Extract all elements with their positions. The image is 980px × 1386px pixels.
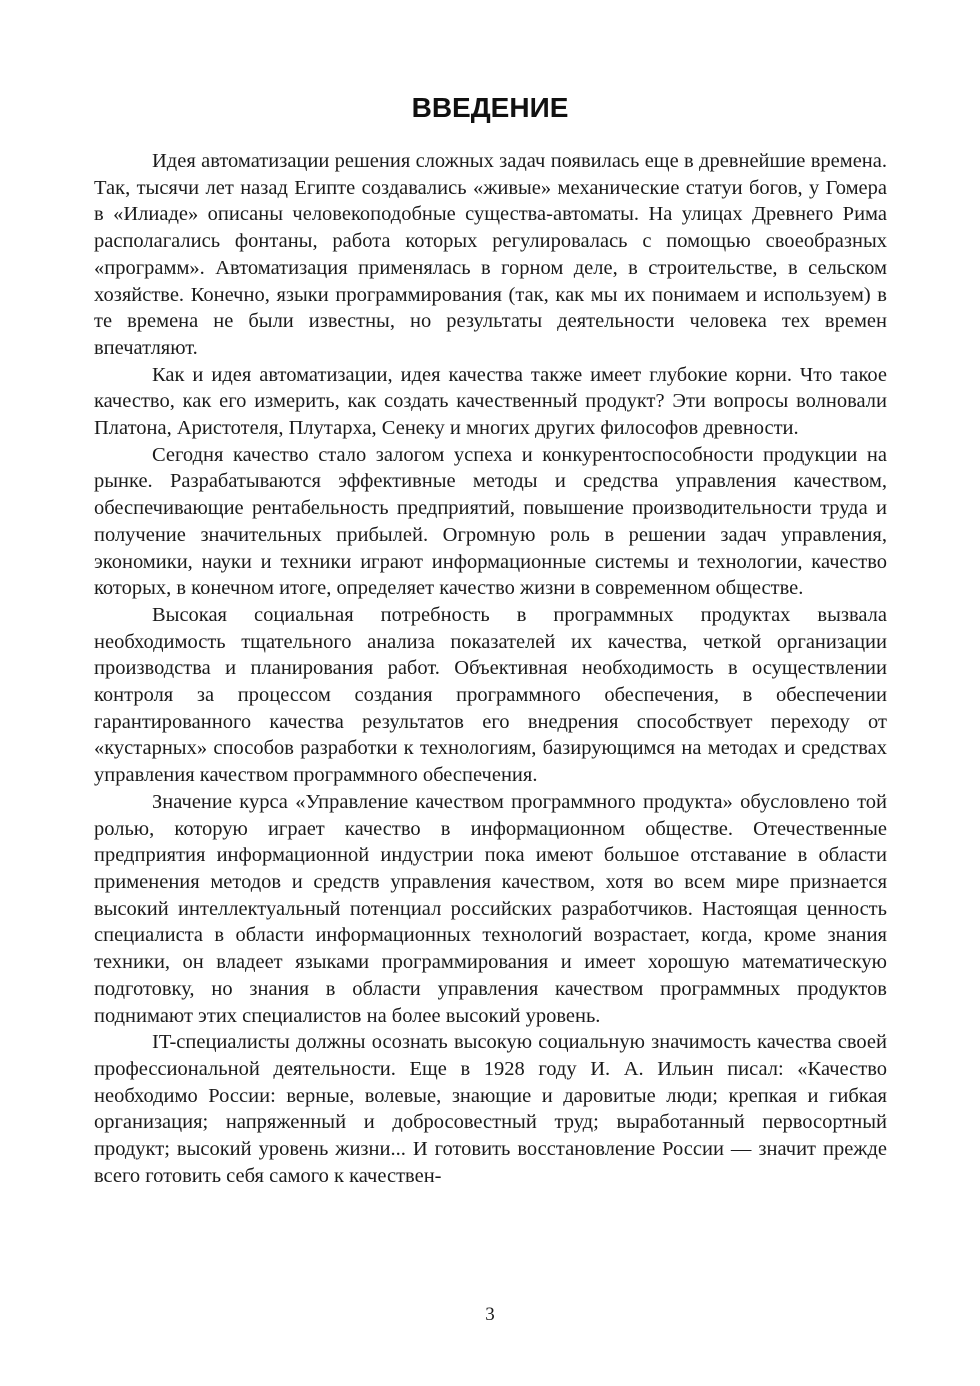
paragraph-3: Сегодня качество стало залогом успеха и конкурентоспособности продукции на рынке. Разрабатываются эффективные методы и средства управления качеством, обеспечивающие рентабельность предприятий, повышение производительности труда и получение значительных прибылей. Огромную роль в решении задач управления, экономики, науки и техники играют информационные системы и технологии, качество которых, в конечном итоге, определяет качество жизни в современном обществе. [94,443,887,600]
paragraph-2: Как и идея автоматизации, идея качества также имеет глубокие корни. Что такое качество, как его измерить, как создать качественный продукт? Эти вопросы волновали Платона, Аристотеля, Плутарха, Сенеку и многих других философов древности. [94,363,887,440]
page-title: ВВЕДЕНИЕ [411,92,569,123]
paragraph-1: Идея автоматизации решения сложных задач появилась еще в древнейшие времена. Так, тысячи лет назад Египте создавались «живые» механические статуи богов, у Гомера в «Илиаде» описаны человекоподобные существа-автоматы. На улицах Древнего Рима располагались фонтаны, работа которых регулировалась с помощью своеобразных «программ». Автоматизация применялась в горном деле, в строительстве, в сельском хозяйстве. Конечно, языки программирования (так, как мы их понимаем и используем) в те времена не были известны, но результаты деятельности человека тех времен впечатляют. [94,150,887,359]
body-text [94,148,887,1189]
paragraph-4: Высокая социальная потребность в программных продуктах вызвала необходимость тщательного анализа показателей их качества, четкой организации производства и планирования работ. Объективная необходимость в осуществлении контроля за процессом создания программного обеспечения, в обеспечении гарантированного качества результатов его внедрения способствует переходу от «кустарных» способов разработки к технологиям, базирующимся на методах и средствах управления качеством программного обеспечения. [94,603,887,787]
paragraph-6: IT-специалисты должны осознать высокую социальную значимость качества своей профессиональной деятельности. Еще в 1928 году И. А. Ильин писал: «Качество необходимо России: верные, волевые, знающие и даровитые люди; крепкая и гибкая организация; напряженный и добросовестный труд; выработанный первосортный продукт; высокий уровень жизни... И готовить восстановление России — значит прежде всего готовить себя самого к качествен- [94,1031,887,1187]
paragraph-5: Значение курса «Управление качеством программного продукта» обусловлено той ролью, которую играет качество в информационном обществе. Отечественные предприятия информационной индустрии пока имеют большое отставание в области применения методов и средств управления качеством, хотя во всем мире признается высокий интеллектуальный потенциал российских разработчиков. Настоящая ценность специалиста в области информационных технологий возрастает, когда, кроме знания техники, он владеет языками программирования и имеет хорошую математическую подготовку, но знания в области управления качеством программных продуктов поднимают этих специалистов на более высокий уровень. [94,790,887,1027]
page-number: 3 [485,1304,495,1325]
